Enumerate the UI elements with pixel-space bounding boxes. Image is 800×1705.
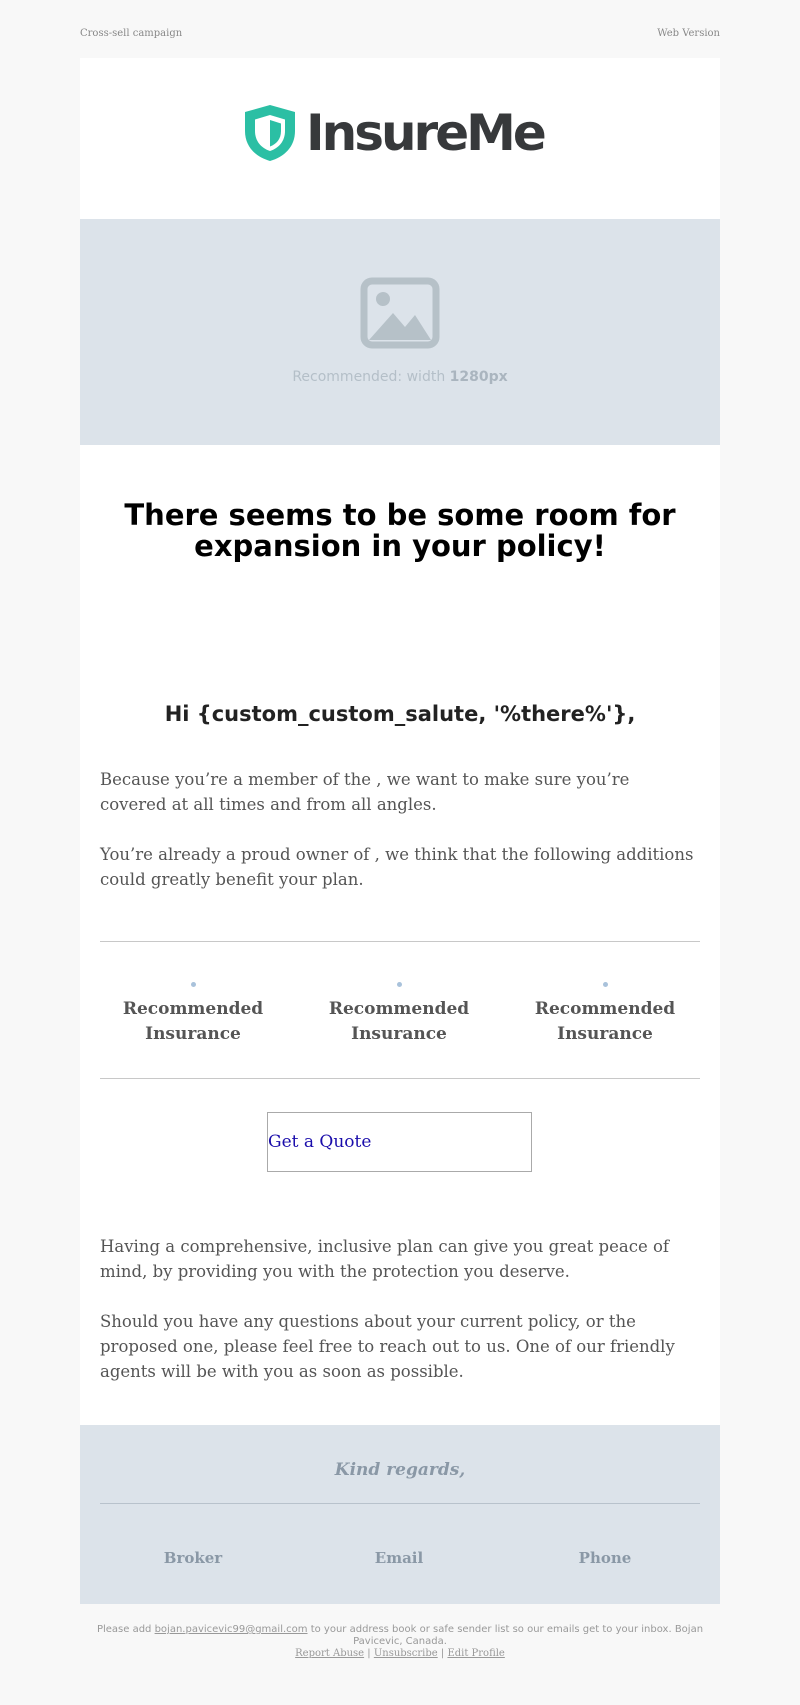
footer-links xyxy=(80,1648,720,1660)
main-content xyxy=(80,445,720,1425)
divider-top xyxy=(100,941,700,942)
phone-label: Phone xyxy=(578,1549,632,1567)
signature-section xyxy=(80,1425,720,1604)
insureme-logo[interactable] xyxy=(240,103,544,163)
body-paragraph-4: Should you have any questions about your current policy, or the proposed one, please feel free to reach out to us. One of our friendly agents will be with you as soon as possible. xyxy=(100,1312,675,1381)
logo-wordmark: InsureMe xyxy=(306,104,544,162)
image-placeholder-icon xyxy=(360,277,440,349)
get-a-quote-button[interactable]: Get a Quote xyxy=(267,1112,532,1172)
email-label: Email xyxy=(374,1549,424,1567)
signature-divider xyxy=(100,1503,700,1504)
body-paragraph-3: Having a comprehensive, inclusive plan can give you great peace of mind, by providing you with the protection you deserve. xyxy=(100,1237,670,1281)
recommendation-label: Recommended Insurance xyxy=(534,999,676,1044)
greeting: Hi {custom_custom_salute, '%there%'}, xyxy=(164,702,636,726)
kind-regards: Kind regards, xyxy=(334,1460,466,1480)
notice-prefix: Please add xyxy=(96,1624,155,1635)
preheader-bar xyxy=(80,0,720,58)
notice-suffix: to your address book or safe sender list so our emails get to your inbox. Bojan Pavicevic, Canada. xyxy=(307,1624,704,1647)
link-separator: | xyxy=(437,1648,448,1659)
recommendation-1 xyxy=(108,982,278,1047)
broker-label: Broker xyxy=(163,1549,223,1567)
intro-paragraph-2: You’re already a proud owner of , we think that the following additions could greatly benefit your plan. xyxy=(100,845,694,889)
recommendation-bullet-icon xyxy=(397,982,402,987)
sender-email-link[interactable]: bojan.pavicevic99@gmail.com xyxy=(154,1624,308,1635)
recommendation-2 xyxy=(314,982,484,1047)
campaign-label: Cross-sell campaign xyxy=(80,28,183,39)
email-footer xyxy=(80,1624,720,1660)
report-abuse-link[interactable]: Report Abuse xyxy=(295,1648,365,1659)
page-title: There seems to be some room for expansion in your policy! xyxy=(124,498,676,563)
hero-text-prefix: Recommended: width xyxy=(292,369,446,385)
shield-icon xyxy=(240,103,300,163)
recommendation-label: Recommended Insurance xyxy=(122,999,264,1044)
edit-profile-link[interactable]: Edit Profile xyxy=(447,1648,505,1659)
recommendation-3 xyxy=(520,982,690,1047)
logo-section xyxy=(80,58,720,219)
recommendation-bullet-icon xyxy=(191,982,196,987)
unsubscribe-link[interactable]: Unsubscribe xyxy=(373,1648,438,1659)
address-book-notice xyxy=(80,1624,720,1648)
intro-paragraph-1: Because you’re a member of the , we want to make sure you’re covered at all times and from all angles. xyxy=(100,770,630,814)
hero-text-value: 1280px xyxy=(449,369,508,385)
hero-image-placeholder xyxy=(80,219,720,445)
web-version-link[interactable]: Web Version xyxy=(657,28,720,39)
divider-bottom xyxy=(100,1078,700,1079)
hero-recommended-width xyxy=(80,369,720,385)
recommendation-label: Recommended Insurance xyxy=(328,999,470,1044)
link-separator: | xyxy=(364,1648,374,1659)
recommendation-bullet-icon xyxy=(603,982,608,987)
